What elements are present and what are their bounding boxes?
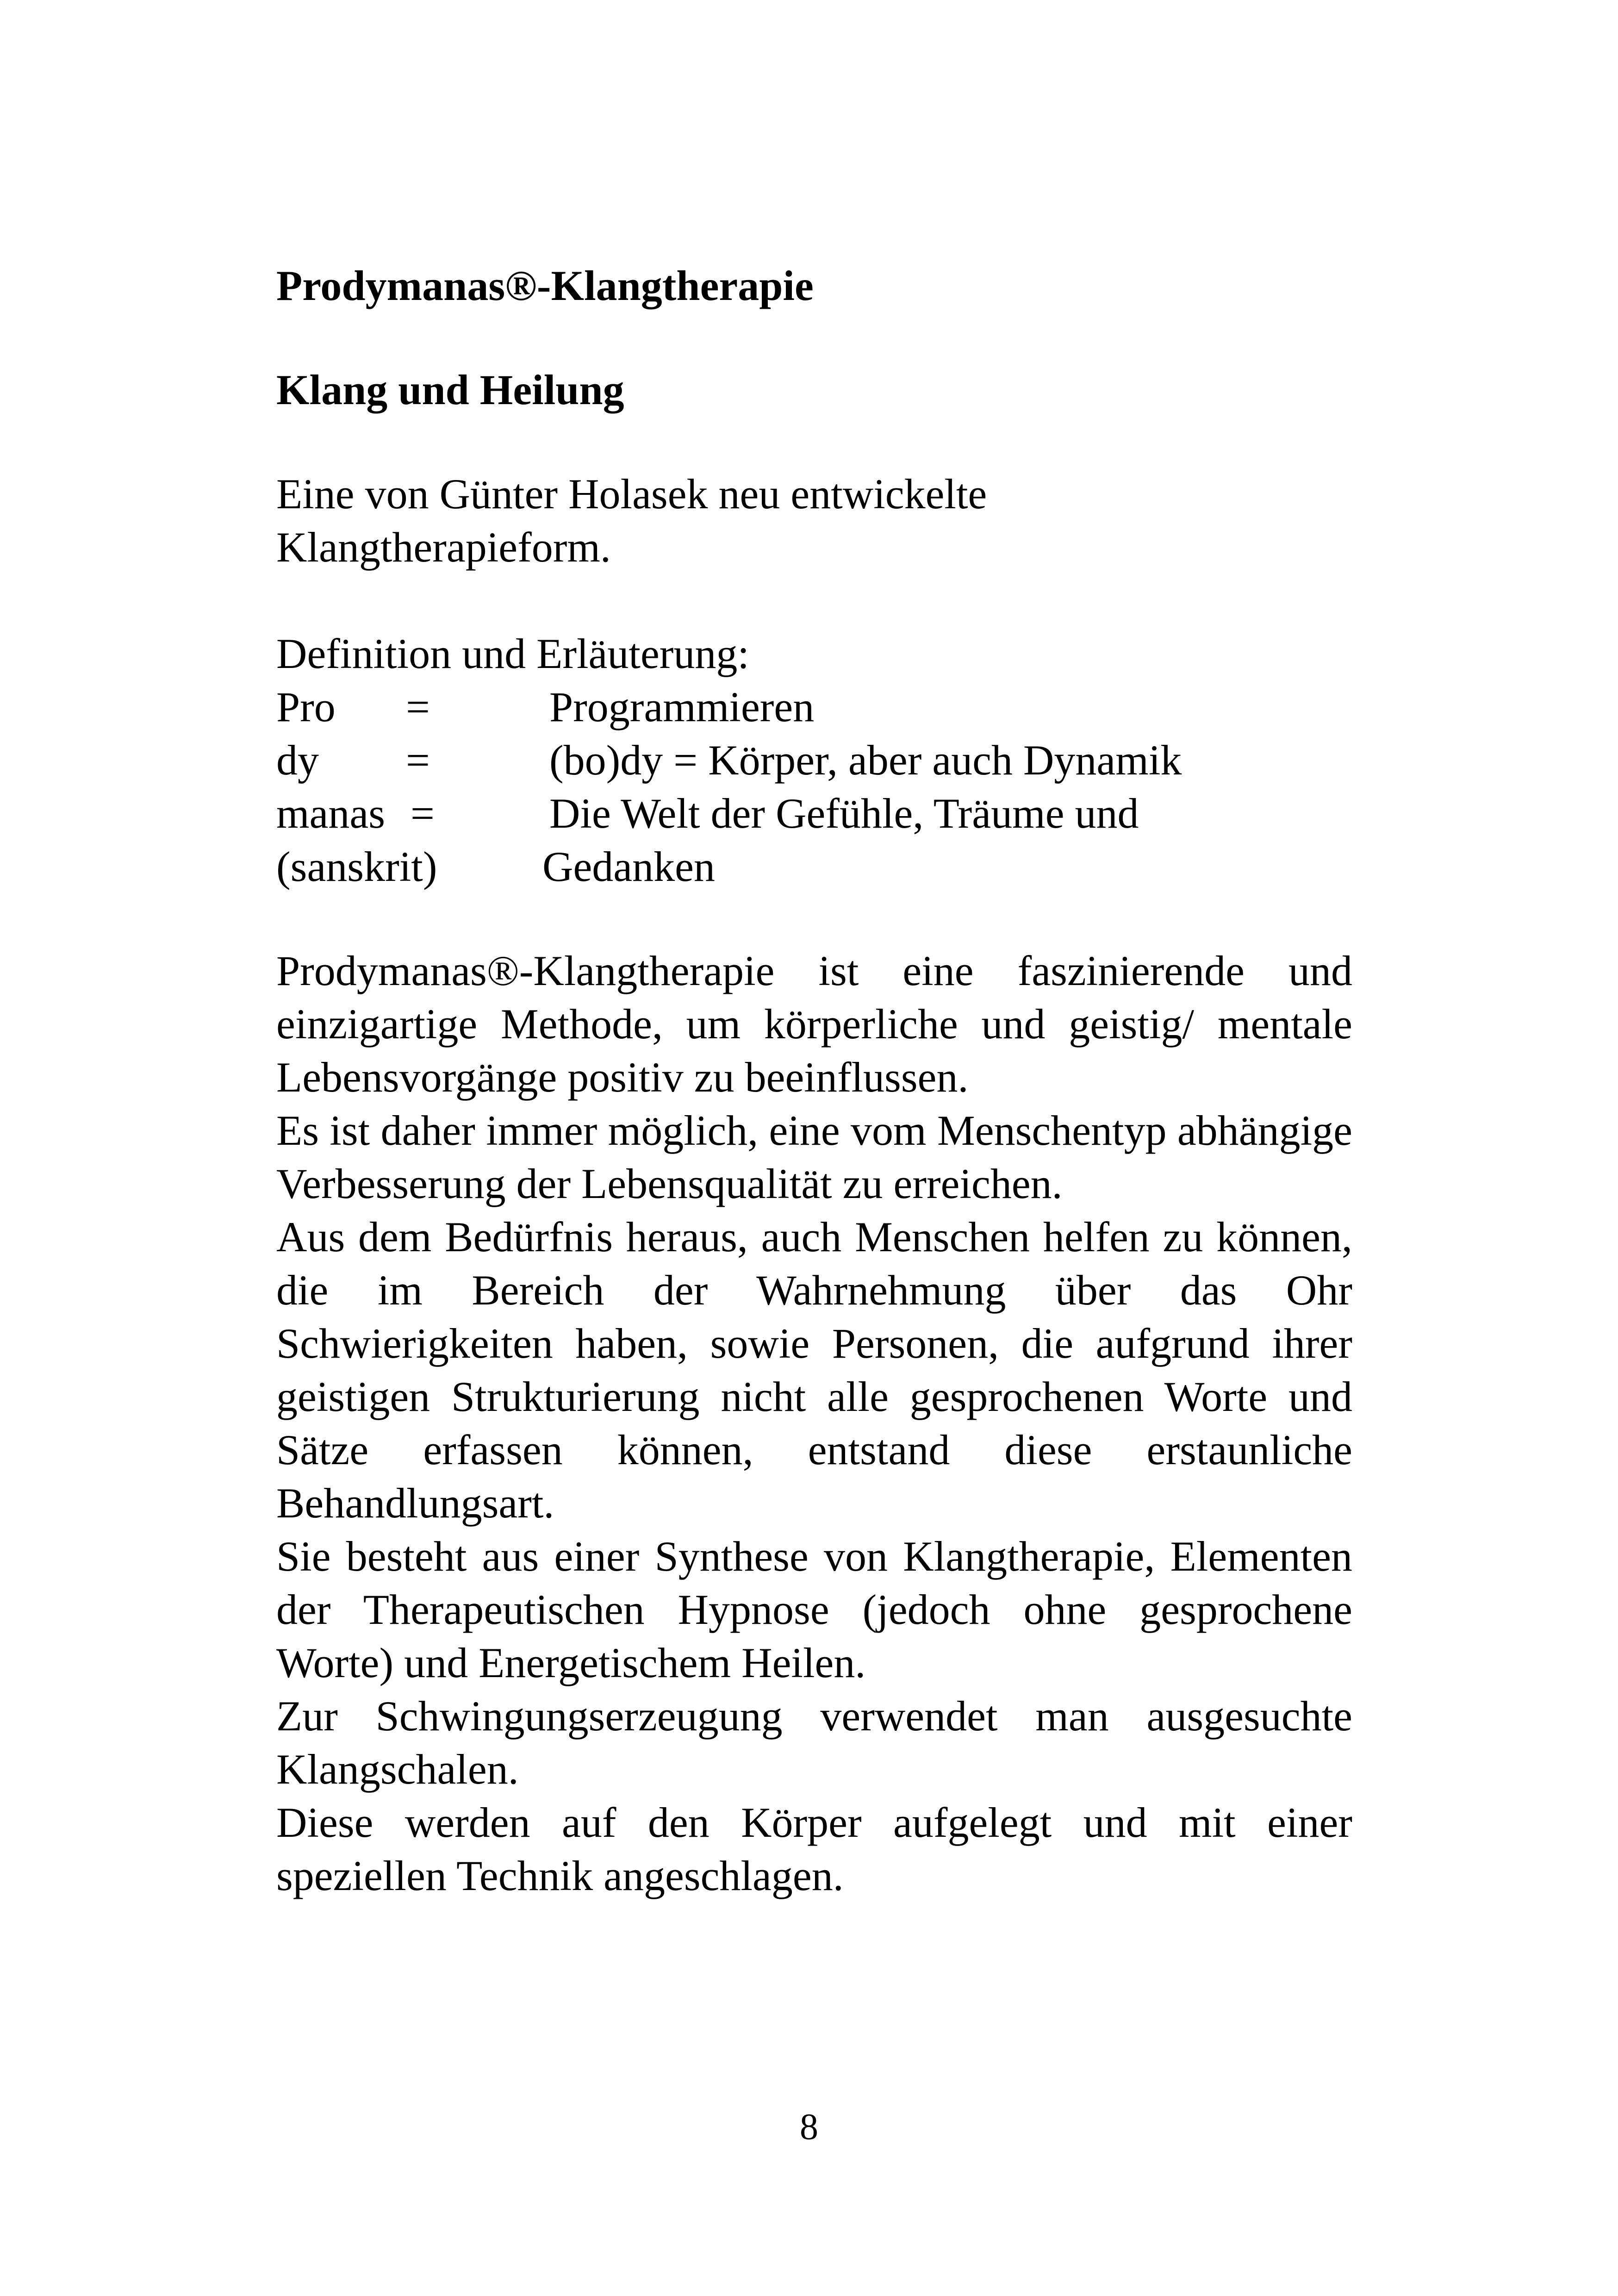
document-subtitle: Klang und Heilung (276, 366, 624, 413)
definition-equals: = (406, 683, 430, 730)
intro-paragraph: Eine von Günter Holasek neu entwickelte Klangtherapieform. (276, 470, 987, 571)
page-number: 8 (800, 2107, 818, 2147)
definition-row-dy (276, 734, 1352, 787)
definitions-list (276, 680, 1352, 893)
definition-term: dy (276, 736, 319, 784)
definition-equals: = (406, 736, 430, 784)
body-paragraph: Es ist daher immer möglich, eine vom Menschentyp abhängige Verbesserung der Lebensqualität zu erreichen. (276, 1107, 1352, 1207)
body-paragraph: Prodymanas®-Klangtherapie ist eine faszinierende und einzigartige Methode, um körperliche und geistig/ mentale Lebensvorgänge positiv zu beeinflussen. (276, 947, 1352, 1101)
definition-value: Die Welt der Gefühle, Träume und (549, 790, 1139, 837)
body-paragraph: Aus dem Bedürfnis heraus, auch Menschen helfen zu können, die im Bereich der Wahrnehmung über das Ohr Schwierigkeiten haben, sowie Personen, die aufgrund ihrer geistigen Strukturierung nicht alle gesprochenen Worte und Sätze erfassen können, entstand diese erstaunliche Behandlungsart. (276, 1213, 1352, 1527)
definition-value: Programmieren (549, 683, 815, 730)
definition-row-sanskrit (276, 840, 1352, 893)
definition-value: (bo)dy = Körper, aber auch Dynamik (549, 736, 1182, 784)
definition-term: Pro (276, 683, 336, 730)
definition-value: Gedanken (542, 843, 715, 890)
definition-term: (sanskrit) (276, 843, 437, 890)
definitions-heading: Definition und Erläuterung: (276, 630, 749, 677)
body-paragraph: Sie besteht aus einer Synthese von Klangtherapie, Elementen der Therapeutischen Hypnose (jedoch ohne gesprochene Worte) und Energetischem Heilen. (276, 1533, 1352, 1686)
document-title: Prodymanas®-Klangtherapie (276, 262, 814, 309)
body-paragraph: Zur Schwingungserzeugung verwendet man ausgesuchte Klangschalen. (276, 1692, 1352, 1793)
definition-row-manas (276, 787, 1352, 840)
definition-equals: = (411, 790, 435, 837)
document-page (276, 259, 1352, 1903)
body-text (276, 944, 1352, 1903)
definition-row-pro (276, 680, 1352, 734)
definition-term: manas (276, 790, 386, 837)
body-paragraph: Diese werden auf den Körper aufgelegt und mit einer speziellen Technik angeschlagen. (276, 1799, 1352, 1899)
